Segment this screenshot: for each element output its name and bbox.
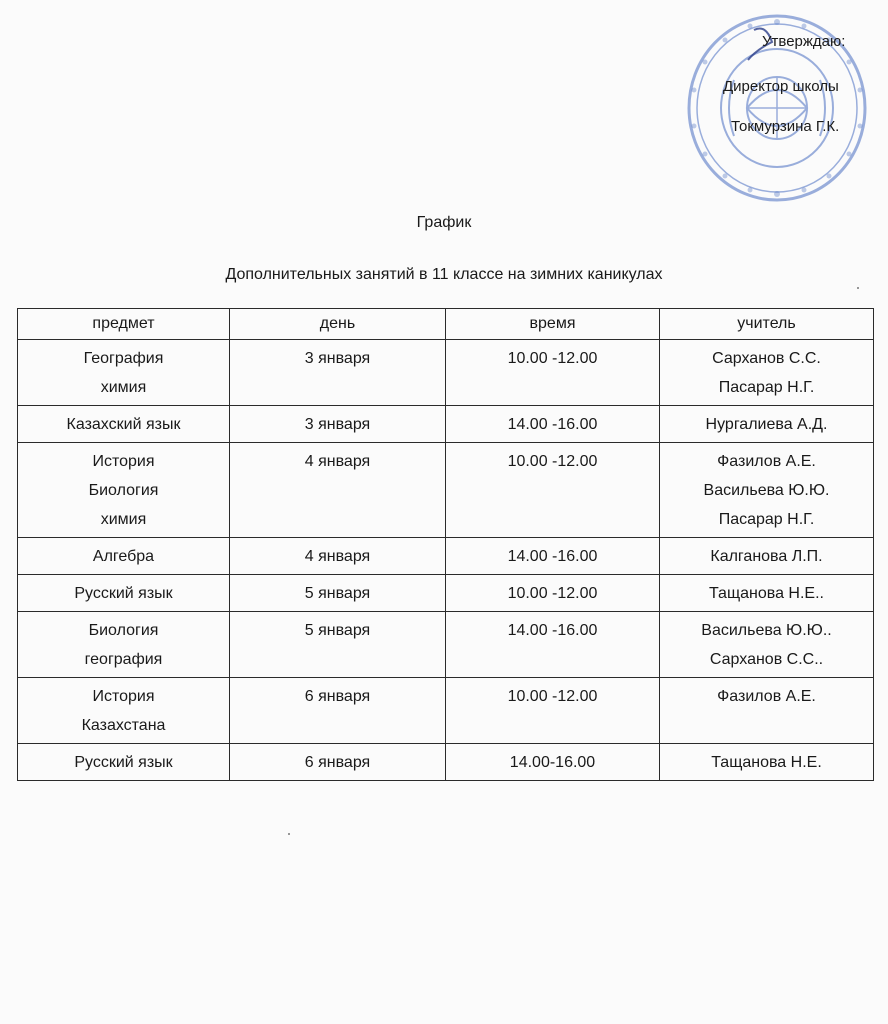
approver-name: Токмурзина Г.К.: [731, 118, 840, 135]
cell-teacher: [660, 575, 874, 612]
cell-subject-line: Алгебра: [92, 548, 155, 565]
column-header-subject: предмет: [18, 309, 230, 340]
cell-subject: [18, 744, 230, 781]
cell-teacher: [660, 340, 874, 406]
cell-teacher-line: Васильева Ю.Ю..: [701, 622, 832, 639]
table-row: [18, 744, 874, 781]
cell-teacher: [660, 443, 874, 538]
cell-teacher: [660, 406, 874, 443]
cell-day: 3 января: [230, 406, 446, 443]
column-header-time: время: [446, 309, 660, 340]
cell-subject: [18, 575, 230, 612]
cell-subject-line: Казахстана: [81, 717, 166, 734]
cell-subject-line: Биология: [88, 482, 159, 499]
table-row: [18, 538, 874, 575]
cell-subject-line: География: [83, 350, 164, 367]
cell-day: 5 января: [230, 575, 446, 612]
cell-time: 14.00 -16.00: [446, 538, 660, 575]
cell-subject: [18, 340, 230, 406]
table-row: [18, 406, 874, 443]
cell-teacher-line: Пасарар Н.Г.: [718, 511, 815, 528]
cell-subject-line: география: [84, 651, 163, 668]
cell-subject: [18, 612, 230, 678]
cell-subject-line: Русский язык: [74, 754, 173, 771]
cell-teacher-line: Васильева Ю.Ю.: [703, 482, 830, 499]
cell-teacher-line: Тащанова Н.Е..: [709, 585, 824, 602]
approval-block: [0, 0, 888, 210]
cell-subject-line: Казахский язык: [66, 416, 181, 433]
cell-time: 14.00 -16.00: [446, 612, 660, 678]
table-row: [18, 612, 874, 678]
cell-teacher-line: Сарханов С.С..: [709, 651, 824, 668]
cell-day: 3 января: [230, 340, 446, 406]
table-row: [18, 340, 874, 406]
cell-day: 5 января: [230, 612, 446, 678]
column-header-day: день: [230, 309, 446, 340]
scan-speck: [288, 833, 290, 835]
cell-time: 10.00 -12.00: [446, 340, 660, 406]
cell-time: 10.00 -12.00: [446, 443, 660, 538]
approval-label: Утверждаю:: [762, 33, 846, 50]
cell-day: 6 января: [230, 744, 446, 781]
cell-day: 4 января: [230, 538, 446, 575]
cell-subject-line: химия: [100, 511, 147, 528]
scan-speck: [857, 287, 859, 289]
cell-teacher-line: Сарханов С.С.: [712, 350, 821, 367]
table-row: [18, 443, 874, 538]
cell-teacher: [660, 538, 874, 575]
cell-subject-line: химия: [100, 379, 147, 396]
cell-teacher-line: Калганова Л.П.: [710, 548, 823, 565]
document-subtitle: Дополнительных занятий в 11 классе на зимних каникулах: [225, 266, 663, 283]
schedule-table: [17, 308, 874, 781]
cell-teacher: [660, 678, 874, 744]
table-header-row: [18, 309, 874, 340]
cell-time: 14.00-16.00: [446, 744, 660, 781]
cell-subject: [18, 678, 230, 744]
cell-subject: [18, 443, 230, 538]
cell-time: 10.00 -12.00: [446, 678, 660, 744]
cell-subject: [18, 538, 230, 575]
cell-day: 4 января: [230, 443, 446, 538]
cell-teacher-line: Фазилов А.Е.: [717, 453, 816, 470]
document-title: График: [416, 214, 472, 231]
table-row: [18, 678, 874, 744]
column-header-teacher: учитель: [660, 309, 874, 340]
table-row: [18, 575, 874, 612]
cell-teacher-line: Тащанова Н.Е.: [711, 754, 822, 771]
cell-subject-line: Биология: [88, 622, 159, 639]
cell-teacher: [660, 612, 874, 678]
cell-teacher-line: Пасарар Н.Г.: [718, 379, 815, 396]
cell-teacher: [660, 744, 874, 781]
cell-teacher-line: Фазилов А.Е.: [717, 688, 816, 705]
cell-teacher-line: Нургалиева А.Д.: [705, 416, 828, 433]
cell-day: 6 января: [230, 678, 446, 744]
cell-subject-line: История: [92, 688, 155, 705]
cell-time: 10.00 -12.00: [446, 575, 660, 612]
table-body: [18, 340, 874, 781]
cell-subject-line: Русский язык: [74, 585, 173, 602]
cell-subject-line: История: [92, 453, 155, 470]
cell-time: 14.00 -16.00: [446, 406, 660, 443]
cell-subject: [18, 406, 230, 443]
approver-position: Директор школы: [723, 78, 839, 95]
